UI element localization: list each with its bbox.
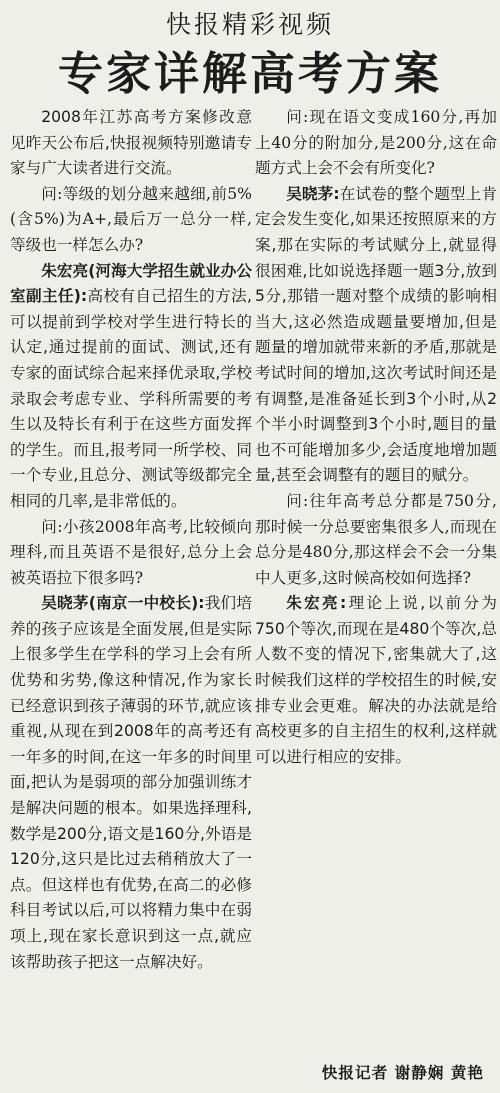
answer-4-speaker: 朱宏亮: <box>286 594 347 613</box>
answer-2-speaker: 吴晓茅(南京一中校长): <box>41 594 205 613</box>
question-3: 问:现在语文变成160分,再加上40分的附加分,是200分,这在命题方式上会不会有所变化? <box>255 108 497 178</box>
question-4: 问:往年高考总分都是750分,那时候一分总要密集很多人,而现在总分是480分,那这样会不会一分集中人更多,这时候高校如何选择? <box>255 491 497 587</box>
answer-1-speaker: 朱宏亮(河海大学招生就业办公室副主任): <box>10 261 252 306</box>
answer-1-text: 高校有自己招生的方法,可以提前到学校对学生进行特长的认定,通过提前的面试、测试,还有专家的面试综合起来择优录取,学校录取会考虑专业、学科所需要的考生以及特长有利于在这些方面发挥的学生。而且,报考同一所学校、同一个专业,且总分、测试等级都完全相同的几率,是非常低的。 <box>10 287 252 510</box>
byline: 快报记者 谢静娴 黄艳 <box>321 1064 484 1082</box>
answer-3 <box>255 182 497 489</box>
answer-1 <box>10 259 252 515</box>
headline: 专家详解高考方案 <box>57 47 442 100</box>
answer-3-speaker: 吴晓茅: <box>286 184 340 203</box>
intro-paragraph: 2008年江苏高考方案修改意见昨天公布后,快报视频特别邀请专家与广大读者进行交流。 <box>10 108 252 178</box>
column-kicker: 快报精彩视频 <box>165 10 334 39</box>
answer-3-text: 在试卷的整个题型上肯定会发生变化,如果还按照原来的方案,那在实际的考试赋分上,就显得很困难,比如说选择题一题3分,放到5分,那错一题对整个成绩的影响相当大,这必然造成题量要增加,但是题量的增加就带来新的矛盾,那就是考试时间的增加,这次考试时间还是有调整,是准备延长到3个小时,从2个半小时调整到3个小时,题目的量也不可能增加多少,会适度地增加题量,甚至会调整有的题目的赋分。 <box>255 184 497 485</box>
answer-4-text: 理论上说,以前分为750个等次,而现在是480个等次,总人数不变的情况下,密集就大了,这时候我们这样的学校招生的时候,安排专业会更难。解决的办法就是给高校更多的自主招生的权利,这样就可以进行相应的安排。 <box>255 594 497 766</box>
answer-2-text: 我们培养的孩子应该是全面发展,但是实际上很多学生在学科的学习上会有所优势和劣势,像这种情况,作为家长已经意识到孩子薄弱的环节,就应该重视,从现在到2008年的高考还有一年多的时间,在这一年多的时间里面,把认为是弱项的部分加强训练才是解决问题的根本。如果选择理科,数学是200分,语文是160分,外语是120分,这只是比过去稍稍放大了一点。但这样也有优势,在高二的必修科目考试以后,可以将精力集中在弱项上,现在家长意识到这一点,就应该帮助孩子把这一点解决好。 <box>10 594 252 971</box>
article-column-left <box>10 105 252 1055</box>
answer-2 <box>10 591 252 975</box>
question-1: 问:等级的划分越来越细,前5%(含5%)为A+,最后万一总分一样,等级也一样怎么办? <box>10 184 252 254</box>
article-column-right <box>255 105 497 1055</box>
answer-4 <box>255 591 497 770</box>
question-2: 问:小孩2008年高考,比较倾向理科,而且英语不是很好,总分上会被英语拉下很多吗? <box>10 517 252 587</box>
